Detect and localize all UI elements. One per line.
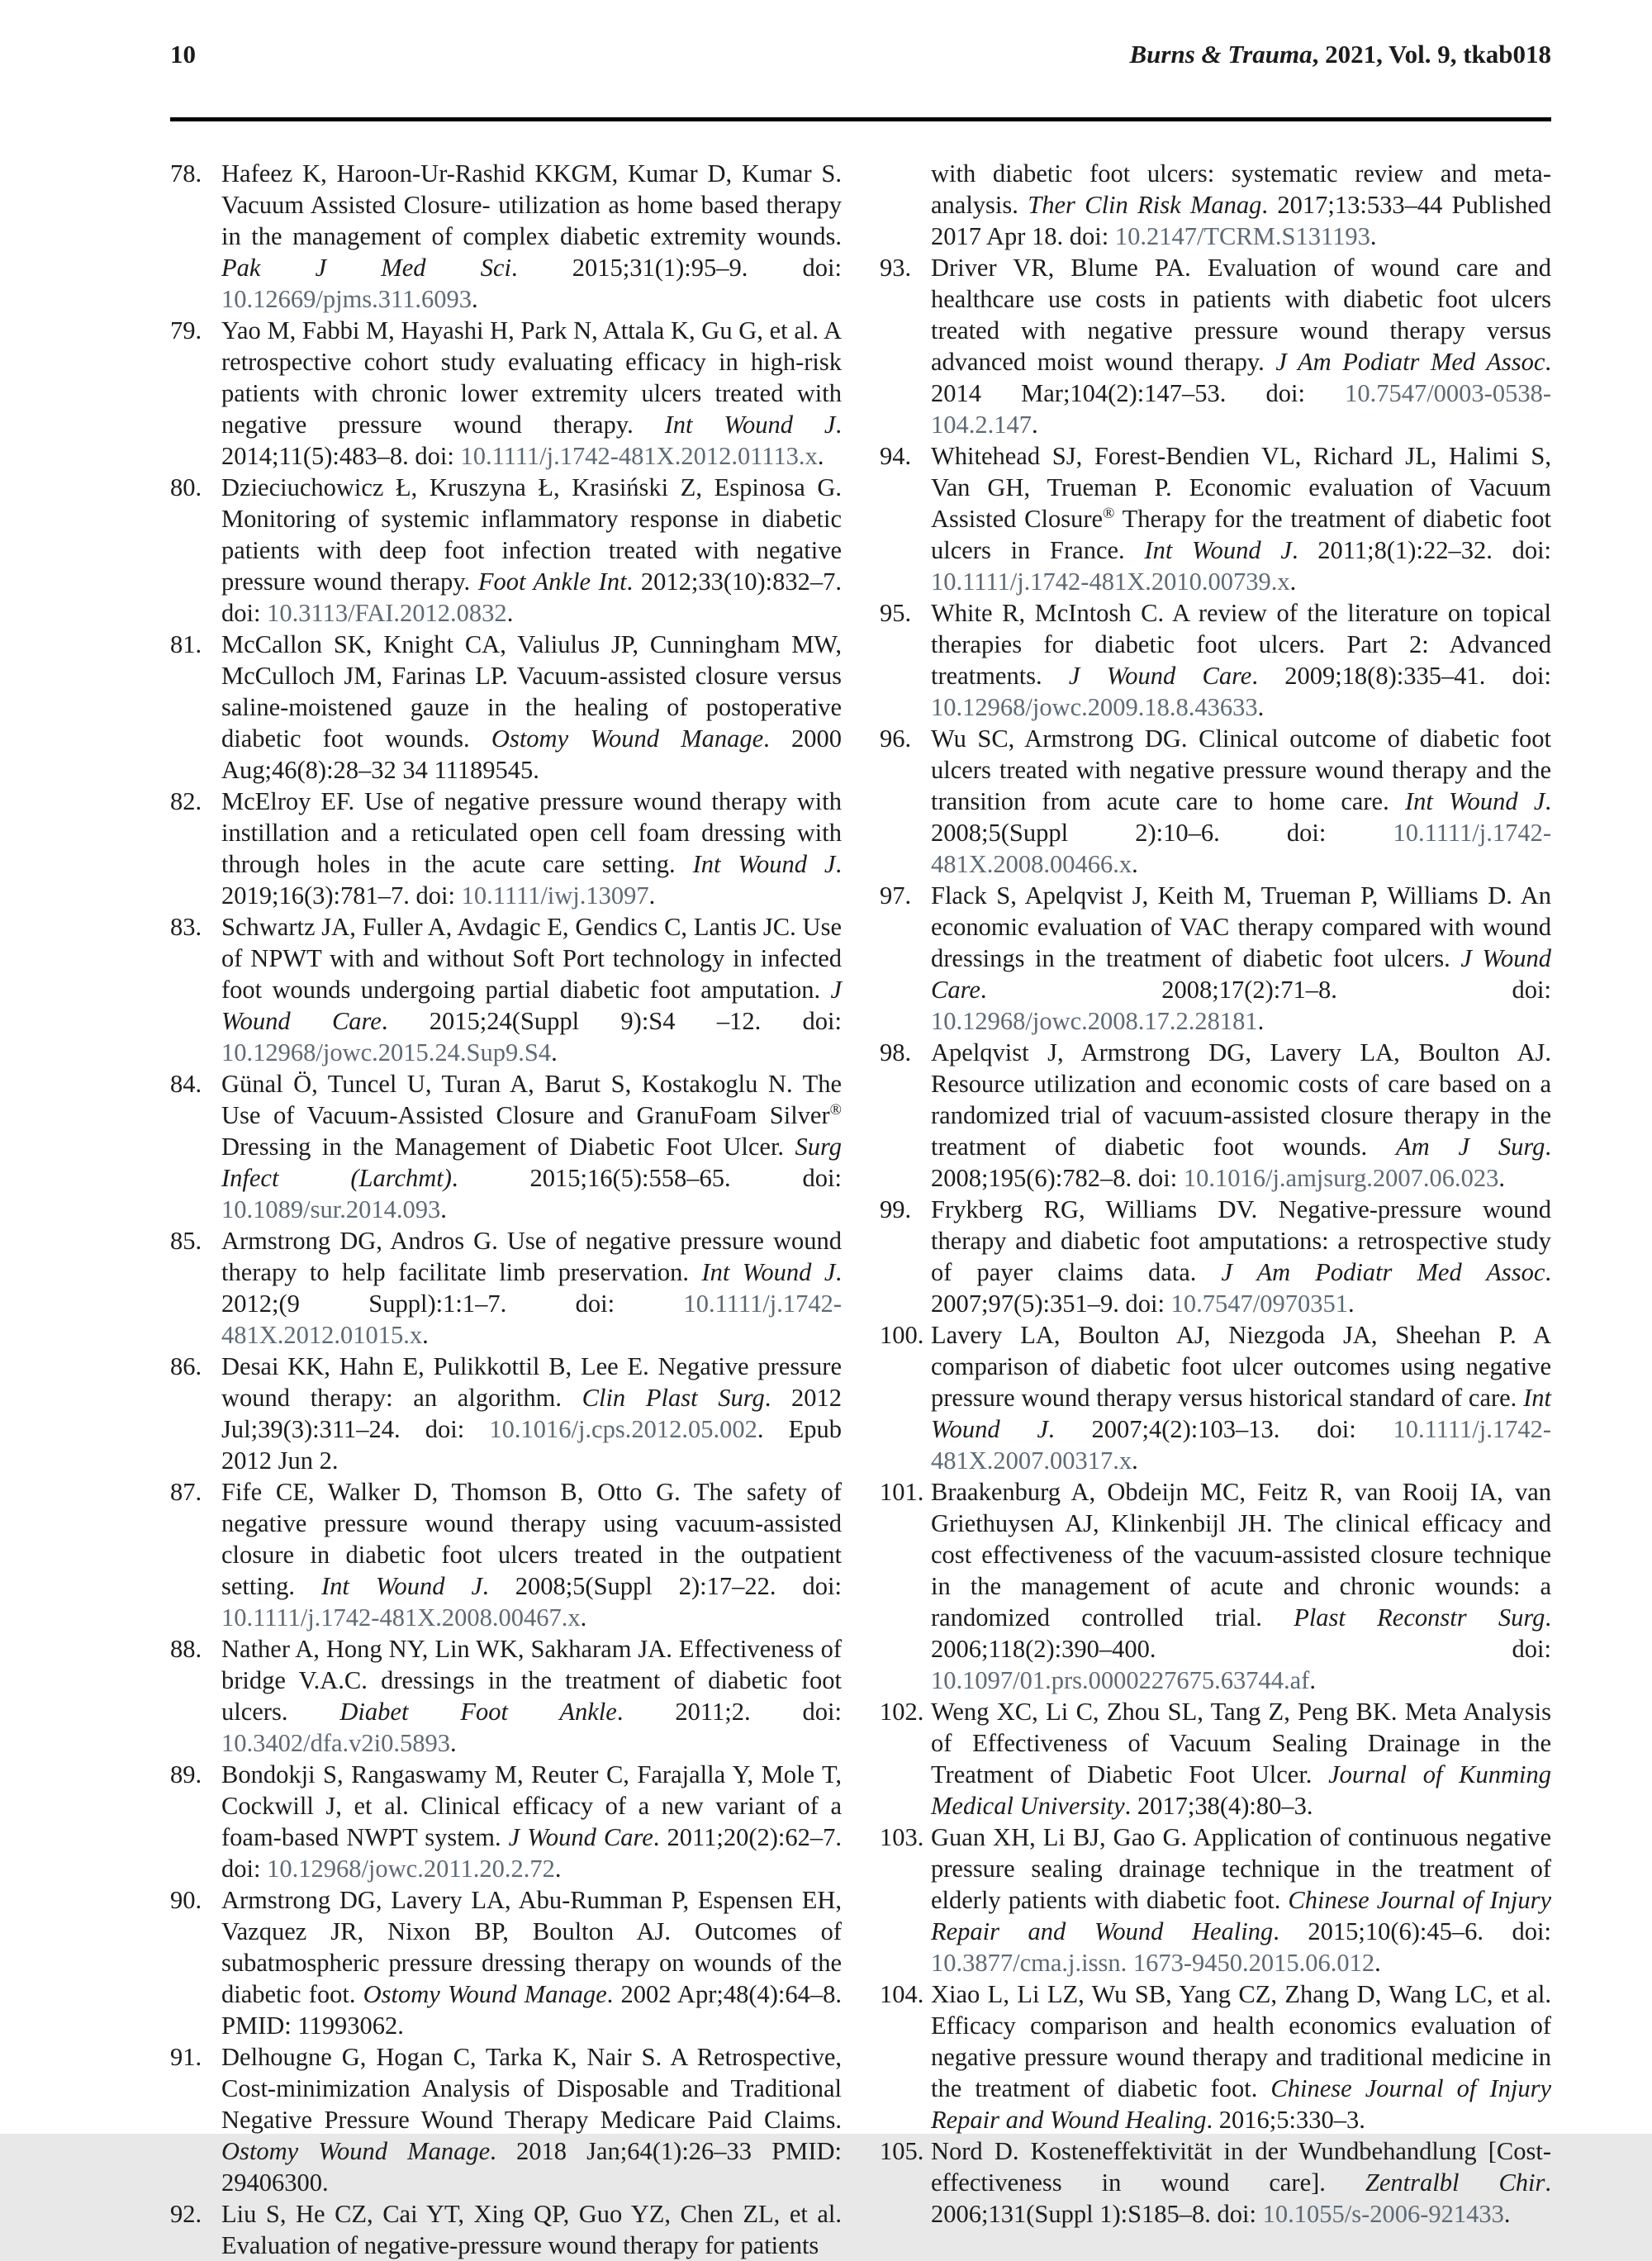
reference-text-segment: . [580,1603,587,1632]
reference-item-94 [880,440,1551,597]
reference-text-segment: Nather A, Hong NY, Lin WK, Sakharam JA. Effectiveness of bridge V.A.C. dressings in the treatment of diabetic foot ulcers. [221,1635,842,1726]
journal-name-italic: J Am Podiatr Med Assoc [1275,348,1545,376]
reference-text-segment: . 2014 Mar;104(2):147–53. doi: [931,348,1551,407]
doi-link[interactable]: 10.12968/jowc.2011.20.2.72 [267,1855,555,1883]
reference-text-segment: . 2017;38(4):80–3. [1124,1792,1313,1820]
reference-text-segment: . [1032,411,1038,439]
reference-text-segment: Bondokji S, Rangaswamy M, Reuter C, Farajalla Y, Mole T, Cockwill J, et al. Clinical efficacy of a new variant of a foam-based NWPT system. [221,1760,842,1851]
doi-link[interactable]: 10.1111/j.1742-481X.2012.01015.x [221,1290,842,1349]
journal-name-italic: Zentralbl Chir [1365,2168,1545,2197]
reference-text-segment: Braakenburg A, Obdeijn MC, Feitz R, van Rooij IA, van Griethuysen AJ, Klinkenbijl JH. The clinical efficacy and cost effectiveness of the vacuum-assisted closure technique in the management of acute and chronic wounds: a randomized controlled trial. [931,1478,1551,1632]
reference-item-97 [880,880,1551,1037]
reference-text [931,1195,1551,1318]
reference-item-85 [170,1225,842,1351]
journal-name-italic: J Wound Care [931,944,1551,1004]
reference-number: 105. [880,2137,924,2165]
reference-text-segment: . 2007;97(5):351–9. doi: [931,1258,1551,1318]
reference-text [221,630,842,784]
reference-text [221,316,842,470]
reference-text-segment: Fife CE, Walker D, Thomson B, Otto G. The safety of negative pressure wound therapy using vacuum-assisted closure in diabetic foot ulcers treated in the outpatient setting. [221,1478,842,1600]
reference-text-segment: . [422,1321,429,1349]
reference-text-segment: . [1257,1007,1265,1035]
reference-number: 101. [880,1478,924,1506]
reference-text-segment: Armstrong DG, Andros G. Use of negative pressure wound therapy to help facilitate limb preservation. [221,1227,842,1286]
doi-link[interactable]: 10.12968/jowc.2009.18.8.43633 [931,693,1258,721]
reference-item-93 [880,252,1551,440]
reference-item-88 [170,1633,842,1759]
reference-text-segment: with diabetic foot ulcers: systematic review and meta-analysis. [931,159,1551,219]
reference-text-segment: . 2011;8(1):22–32. doi: [1291,536,1552,564]
reference-text-segment: Xiao L, Li LZ, Wu SB, Yang CZ, Zhang D, Wang LC, et al. Efficacy comparison and health economics evaluation of negative pressure wound therapy and traditional medicine in the treatment of diabetic foot. [931,1980,1551,2102]
reference-text [931,599,1551,721]
reference-text-segment: . [1374,1949,1381,1977]
header-divider [170,117,1551,121]
reference-number: 89. [170,1760,202,1788]
running-head [170,38,1551,71]
reference-item-81 [170,629,842,786]
reference-text [931,724,1551,878]
reference-number: 90. [170,1886,202,1914]
journal-name-italic: Foot Ankle Int [477,568,627,596]
doi-link[interactable]: 10.12968/jowc.2008.17.2.28181 [931,1007,1258,1035]
reference-text-segment: . 2012 Jul;39(3):311–24. doi: [221,1384,842,1443]
reference-text-segment: . 2000 Aug;46(8):28–32 34 11189545. [221,724,843,784]
reference-text [931,881,1551,1035]
reference-text-segment: McElroy EF. Use of negative pressure wound therapy with instillation and a reticulated open cell foam dressing with through holes in the acute care setting. [221,787,842,878]
reference-item-102 [880,1696,1551,1822]
reference-item-95 [880,597,1551,723]
reference-number: 88. [170,1635,202,1663]
reference-text [221,787,842,910]
reference-number: 96. [880,724,912,753]
reference-text-segment: . 2009;18(8):335–41. doi: [1251,662,1551,690]
reference-text [221,2200,842,2259]
journal-name-italic: Ostomy Wound Manage [363,1980,607,2008]
reference-number: 95. [880,599,912,627]
reference-number: 97. [880,881,912,910]
journal-name-italic: Pak J Med Sci [221,254,511,282]
reference-item-87 [170,1476,842,1633]
reference-item-84 [170,1068,842,1225]
reference-text-segment: . [440,1195,447,1223]
reference-number: 85. [170,1227,202,1255]
reference-text-segment: Wu SC, Armstrong DG. Clinical outcome of diabetic foot ulcers treated with negative pressure wound therapy and the transition from acute care to home care. [931,724,1551,815]
reference-text-segment: . [1132,1446,1138,1475]
reference-item-103 [880,1822,1551,1978]
reference-text-segment: . [450,1729,457,1757]
reference-text-segment: . 2018 Jan;64(1):26–33 PMID: 29406300. [221,2137,842,2197]
reference-text [221,1070,842,1223]
reference-text-segment: Yao M, Fabbi M, Hayashi H, Park N, Attala K, Gu G, et al. A retrospective cohort study evaluating efficacy in high-risk patients with chronic lower extremity ulcers treated with negative pressure wound therapy. [221,316,842,439]
journal-citation-meta: , 2021, Vol. 9, tkab018 [1312,40,1551,69]
reference-item-80 [170,472,842,629]
journal-name-italic: Diabet Foot Ankle [339,1698,617,1726]
reference-text [931,2137,1551,2228]
journal-name-italic: Surg Infect (Larchmt) [221,1133,842,1192]
doi-link[interactable]: 10.3402/dfa.v2i0.5893 [221,1729,451,1757]
reference-text-segment: Apelqvist J, Armstrong DG, Lavery LA, Boulton AJ. Resource utilization and economic costs of care based on a randomized trial of vacuum-assisted closure therapy in the treatment of diabetic foot wounds. [931,1038,1551,1161]
reference-text [931,1038,1551,1192]
registered-trademark-icon: ® [829,1100,842,1119]
journal-name-italic: Int Wound J [701,1258,836,1286]
doi-link[interactable]: 10.1016/j.amjsurg.2007.06.023 [1183,1164,1499,1192]
reference-text-segment: Frykberg RG, Williams DV. Negative-pressure wound therapy and diabetic foot amputations: a retrospective study of payer claims data. [931,1195,1551,1286]
reference-number: 82. [170,787,202,815]
journal-name-italic: Journal of Kunming Medical University [931,1760,1551,1820]
reference-number: 86. [170,1352,202,1380]
doi-link[interactable]: 10.1111/j.1742-481X.2008.00467.x [221,1603,581,1632]
reference-number: 78. [170,159,202,188]
reference-text-segment: . 2015;31(1):95–9. doi: [510,254,842,282]
reference-number: 79. [170,316,202,344]
journal-name-italic: Ostomy Wound Manage [491,724,764,753]
reference-text [221,1886,842,2040]
reference-text [221,913,842,1066]
reference-text [221,159,842,313]
reference-text-segment: . 2015;16(5):558–65. doi: [451,1164,842,1192]
reference-text [931,442,1551,596]
reference-item-continuation [880,158,1551,252]
reference-text-segment: . [1498,1164,1506,1192]
reference-text-segment: . 2011;20(2):62–7. doi: [221,1823,842,1883]
reference-text-segment: . [1503,2200,1511,2228]
reference-text [931,1478,1551,1694]
reference-item-98 [880,1037,1551,1194]
reference-number: 80. [170,473,202,501]
doi-link[interactable]: 10.12968/jowc.2015.24.Sup9.S4 [221,1038,552,1066]
reference-text-segment: Liu S, He CZ, Cai YT, Xing QP, Guo YZ, Chen ZL, et al. Evaluation of negative-pressure wound therapy for patients [221,2200,842,2259]
journal-name-italic: Int Wound J [931,1384,1551,1443]
reference-item-92 [170,2198,842,2261]
reference-number: 92. [170,2200,202,2228]
doi-link[interactable]: 10.1111/iwj.13097 [461,881,649,910]
reference-text-segment: Guan XH, Li BJ, Gao G. Application of continuous negative pressure sealing drainage technique in the treatment of elderly patients with diabetic foot. [931,1823,1551,1914]
reference-number: 98. [880,1038,912,1066]
reference-item-90 [170,1884,842,2041]
reference-number: 91. [170,2043,202,2071]
reference-number: 103. [880,1823,924,1851]
doi-link[interactable]: 10.3877/cma.j.issn. 1673-9450.2015.06.012 [931,1949,1375,1977]
reference-text-segment: . [1132,850,1138,878]
references-column-right [880,158,1551,2261]
journal-name-italic: Ther Clin Risk Manag [1028,191,1262,219]
reference-text-segment: Nord D. Kosteneffektivität in der Wundbehandlung [Cost-effectiveness in wound care]. [931,2137,1551,2197]
reference-text-segment: . [817,442,824,470]
reference-number: 87. [170,1478,202,1506]
reference-text-segment: . [506,599,514,627]
reference-item-100 [880,1319,1551,1476]
doi-link[interactable]: 10.1111/j.1742-481X.2012.01113.x [460,442,818,470]
reference-number: 84. [170,1070,202,1098]
doi-link[interactable]: 10.12669/pjms.311.6093 [221,285,472,313]
reference-text-segment: . 2006;131(Suppl 1):S185–8. doi: [931,2168,1551,2228]
reference-item-82 [170,786,842,911]
reference-text-segment: . 2015;10(6):45–6. doi: [1273,1917,1551,1945]
doi-link[interactable]: 10.1111/j.1742-481X.2010.00739.x [931,568,1290,596]
reference-text [221,2043,842,2197]
journal-name-italic: Plast Reconstr Surg [1294,1603,1545,1632]
reference-text-segment: Flack S, Apelqvist J, Keith M, Trueman P, Williams D. An economic evaluation of VAC therapy compared with wound dressings in the treatment of diabetic foot ulcers. [931,881,1551,972]
journal-name-italic: Int Wound J [1404,787,1545,815]
reference-item-91 [170,2041,842,2198]
reference-text [931,254,1551,439]
reference-item-105 [880,2135,1551,2230]
reference-text-segment: White R, McIntosh C. A review of the literature on topical therapies for diabetic foot ulcers. Part 2: Advanced treatments. [931,599,1551,690]
reference-text-segment: . 2008;5(Suppl 2):10–6. doi: [931,787,1552,847]
doi-link[interactable]: 10.7547/0003-0538-104.2.147 [931,379,1551,439]
reference-text-segment: . [472,285,478,313]
reference-text-segment: Delhougne G, Hogan C, Tarka K, Nair S. A Retrospective, Cost-minimization Analysis of Disposable and Traditional Negative Pressure Wound Therapy Medicare Paid Claims. [221,2043,842,2134]
reference-text-segment: Schwartz JA, Fuller A, Avdagic E, Gendics C, Lantis JC. Use of NPWT with and without Soft Port technology in infected foot wounds undergoing partial diabetic foot amputation. [221,913,842,1004]
reference-item-89 [170,1759,842,1884]
reference-text-segment: Driver VR, Blume PA. Evaluation of wound care and healthcare use costs in patients with diabetic foot ulcers treated with negative pressure wound therapy versus advanced moist wound therapy. [931,254,1551,376]
reference-item-78 [170,158,842,315]
reference-number: 104. [880,1980,924,2008]
reference-text-segment: Lavery LA, Boulton AJ, Niezgoda JA, Sheehan P. A comparison of diabetic foot ulcer outcomes using negative pressure wound therapy versus historical standard of care. [931,1321,1551,1412]
reference-text-segment: . 2002 Apr;48(4):64–8. PMID: 11993062. [221,1980,843,2040]
reference-text-segment: Günal Ö, Tuncel U, Turan A, Barut S, Kostakoglu N. The Use of Vacuum-Assisted Closure and GranuFoam Silver [221,1070,842,1129]
reference-text-segment: . [1347,1290,1355,1318]
reference-text [931,1321,1551,1475]
reference-text-segment: . [1289,568,1297,596]
reference-number: 81. [170,630,202,658]
reference-text [221,1227,842,1349]
reference-item-104 [880,1978,1551,2135]
reference-text-segment: . 2016;5:330–3. [1206,2106,1365,2134]
journal-name-italic: Chinese Journal of Injury Repair and Wound Healing [931,2074,1552,2134]
reference-number: 102. [880,1698,924,1726]
reference-text-segment: . 2017;13:533–44 Published 2017 Apr 18. doi: [931,191,1552,250]
reference-text-segment: Dzieciuchowicz Ł, Kruszyna Ł, Krasiński Z, Espinosa G. Monitoring of systemic inflammatory response in diabetic patients with deep foot infection treated with negative pressure wound therapy. [221,473,842,596]
reference-text-segment: . [551,1038,558,1066]
journal-title: Burns & Trauma [1129,40,1313,69]
reference-item-83 [170,911,842,1068]
journal-name-italic: Int Wound J [320,1572,483,1600]
doi-link[interactable]: 10.1111/j.1742-481X.2007.00317.x [931,1415,1551,1475]
doi-link[interactable]: 10.2147/TCRM.S131193 [1114,222,1370,250]
reference-text-segment: . 2008;17(2):71–8. doi: [980,976,1551,1004]
reference-number: 99. [880,1195,912,1223]
reference-text-segment: Desai KK, Hahn E, Pulikkottil B, Lee E. Negative pressure wound therapy: an algorithm. [221,1352,842,1412]
references-section [170,158,1551,2261]
reference-item-86 [170,1351,842,1476]
reference-text-segment: . 2011;2. doi: [616,1698,843,1726]
journal-name-italic: J Wound Care [1068,662,1252,690]
reference-number: 93. [880,254,912,282]
running-head-right [1129,38,1551,71]
page-number: 10 [170,40,196,69]
journal-name-italic: Am J Surg [1396,1133,1545,1161]
journal-name-italic: Ostomy Wound Manage [221,2137,491,2165]
reference-item-99 [880,1194,1551,1319]
registered-trademark-icon: ® [1103,504,1115,522]
doi-link[interactable]: 10.1111/j.1742-481X.2008.00466.x [931,819,1551,878]
reference-text [221,473,842,627]
reference-text-segment: . 2008;195(6):782–8. doi: [931,1133,1551,1192]
reference-item-96 [880,723,1551,880]
reference-item-101 [880,1476,1551,1696]
doi-link[interactable]: 10.1089/sur.2014.093 [221,1195,441,1223]
reference-text [221,1352,842,1475]
reference-number: 83. [170,913,202,941]
doi-link[interactable]: 10.1016/j.cps.2012.05.002 [489,1415,757,1443]
reference-text [221,1478,842,1632]
reference-text-segment: . [1257,693,1265,721]
reference-text [221,1760,842,1883]
reference-text-segment: . Epub 2012 Jun 2. [221,1415,843,1475]
reference-text-segment: . 2012;(9 Suppl):1:1–7. doi: [221,1258,842,1318]
journal-name-italic: Chinese Journal of Injury Repair and Wound Healing [931,1886,1551,1945]
reference-text-segment: Dressing in the Management of Diabetic Foot Ulcer. [221,1133,795,1161]
reference-text-segment: McCallon SK, Knight CA, Valiulus JP, Cunningham MW, McCulloch JM, Farinas LP. Vacuum-assisted closure versus saline-moistened gauze in the healing of postoperative diabetic foot wounds. [221,630,842,753]
reference-text [931,1823,1551,1977]
journal-name-italic: J Wound Care [508,1823,653,1851]
reference-text-segment: Whitehead SJ, Forest-Bendien VL, Richard JL, Halimi S, Van GH, Trueman P. Economic evaluation of Vacuum Assisted Closure [931,442,1551,533]
journal-name-italic: Clin Plast Surg [582,1384,765,1412]
journal-name-italic: Int Wound J [664,411,836,439]
doi-link[interactable]: 10.7547/0970351 [1170,1290,1348,1318]
reference-text-segment: . 2008;5(Suppl 2):17–22. doi: [482,1572,842,1600]
reference-text-segment: . 2019;16(3):781–7. doi: [221,850,842,910]
reference-text-segment: Hafeez K, Haroon-Ur-Rashid KKGM, Kumar D, Kumar S. Vacuum Assisted Closure- utilization as home based therapy in the management of complex diabetic extremity wounds. [221,159,842,250]
doi-link[interactable]: 10.1097/01.prs.0000227675.63744.af [931,1666,1310,1694]
reference-text-segment: . 2007;4(2):103–13. doi: [1048,1415,1393,1443]
reference-number: 100. [880,1321,924,1349]
reference-text-segment: . [648,881,656,910]
journal-name-italic: J Am Podiatr Med Assoc [1221,1258,1545,1286]
reference-text [221,1635,842,1757]
reference-text-segment: . [1370,222,1377,250]
reference-text-segment: . 2012;33(10):832–7. doi: [221,568,842,627]
reference-text [931,1980,1551,2134]
reference-text-segment: Armstrong DG, Lavery LA, Abu-Rumman P, Espensen EH, Vazquez JR, Nixon BP, Boulton AJ. Outcomes of subatmospheric pressure dressing therapy on wounds of the diabetic foot. [221,1886,842,2008]
references-column-left [170,158,842,2261]
journal-name-italic: Int Wound J [692,850,836,878]
reference-number: 94. [880,442,912,470]
journal-name-italic: Int Wound J [1144,536,1292,564]
reference-text [931,1698,1551,1820]
journal-name-italic: J Wound Care [221,976,842,1035]
reference-text-segment: Therapy for the treatment of diabetic foot ulcers in France. [931,505,1551,564]
reference-text-segment: . 2015;24(Suppl 9):S4 –12. doi: [381,1007,842,1035]
doi-link[interactable]: 10.3113/FAI.2012.0832 [267,599,507,627]
reference-text [931,159,1551,250]
reference-text-segment: Weng XC, Li C, Zhou SL, Tang Z, Peng BK. Meta Analysis of Effectiveness of Vacuum Sealing Drainage in the Treatment of Diabetic Foot Ulcer. [931,1698,1551,1788]
reference-text-segment: . 2014;11(5):483–8. doi: [221,411,843,470]
doi-link[interactable]: 10.1055/s-2006-921433 [1262,2200,1504,2228]
reference-text-segment: . [554,1855,562,1883]
reference-text-segment: . 2006;118(2):390–400. doi: [931,1603,1551,1663]
reference-text-segment: . [1309,1666,1316,1694]
reference-item-79 [170,315,842,472]
